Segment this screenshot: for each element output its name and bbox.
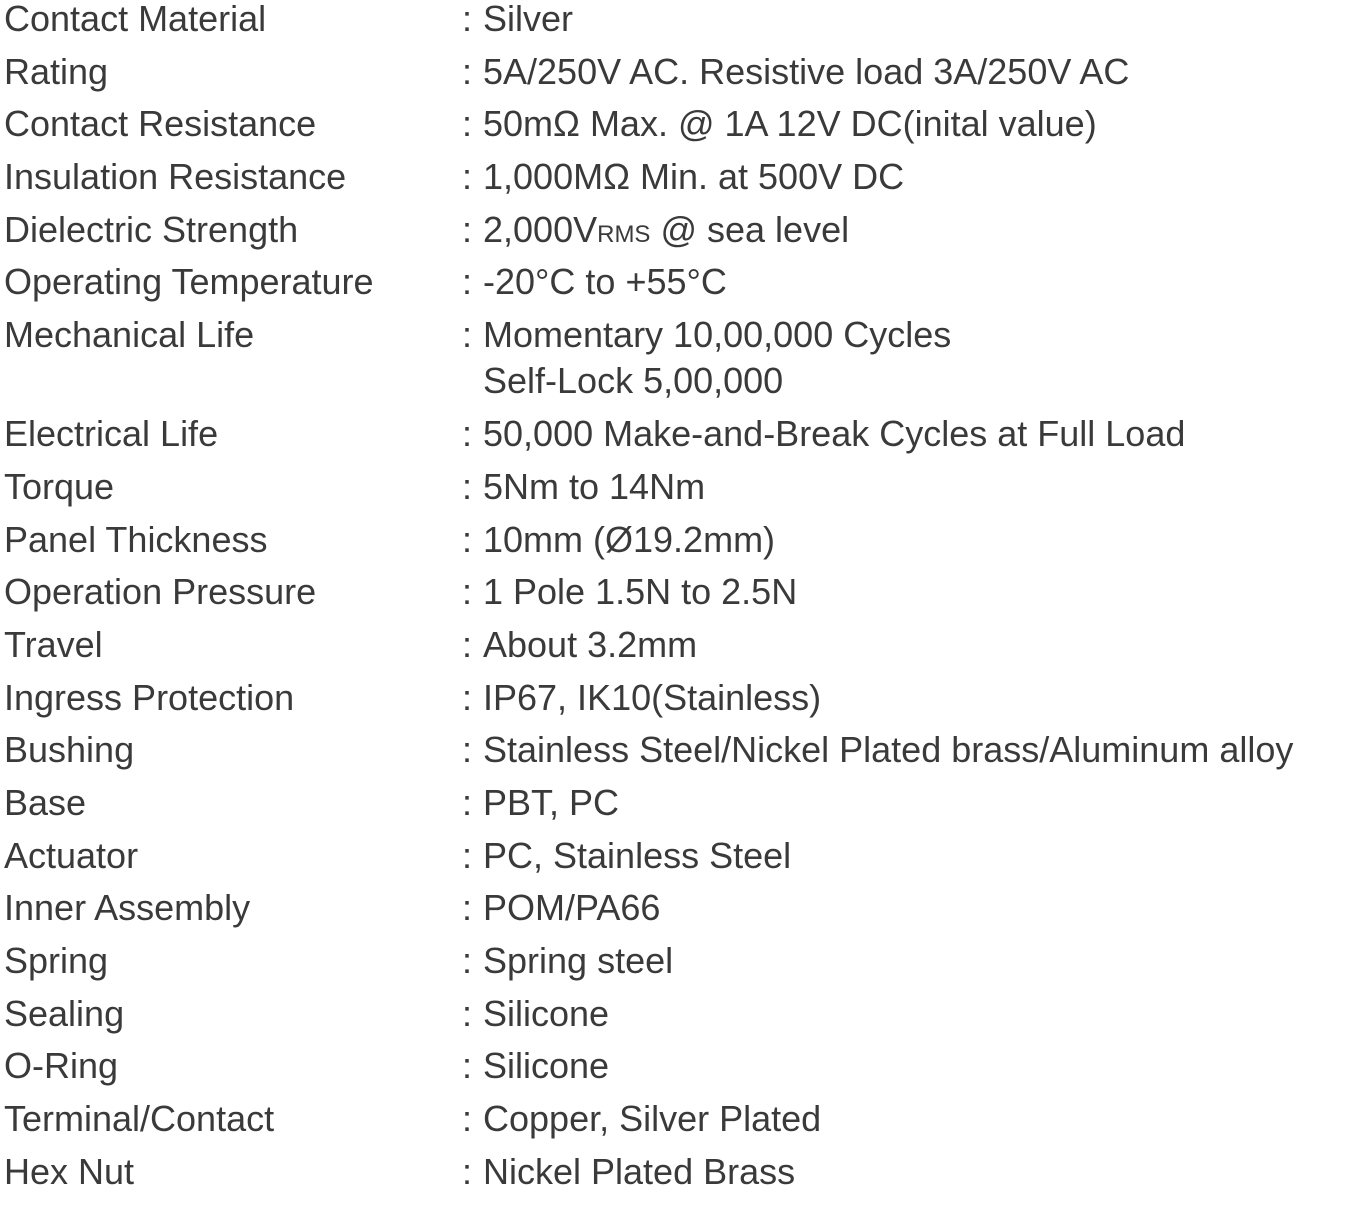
- spec-separator: :: [462, 518, 473, 560]
- spec-separator: :: [462, 156, 473, 198]
- spec-value: About 3.2mm: [483, 623, 698, 665]
- spec-separator: :: [462, 413, 473, 455]
- spec-row-rating: [4, 50, 1350, 106]
- spec-label: Ingress Protection: [4, 676, 295, 718]
- spec-separator: :: [462, 1098, 473, 1140]
- spec-row-dielectric-strength: [4, 208, 1350, 264]
- spec-separator: :: [462, 1045, 473, 1087]
- spec-value: PC, Stainless Steel: [483, 834, 792, 876]
- spec-label: Actuator: [4, 834, 139, 876]
- spec-value: 10mm (Ø19.2mm): [483, 518, 776, 560]
- spec-value: POM/PA66: [483, 887, 661, 929]
- spec-row-ingress-protection: [4, 676, 1350, 732]
- spec-label: Electrical Life: [4, 413, 219, 455]
- spec-separator: :: [462, 465, 473, 507]
- spec-label: Terminal/Contact: [4, 1098, 275, 1140]
- spec-value: Spring steel: [483, 940, 674, 981]
- spec-row-base: [4, 781, 1350, 837]
- spec-row-mechanical-life: [4, 316, 1350, 415]
- spec-label: Contact Material: [4, 0, 267, 39]
- spec-value: Silicone: [483, 1045, 610, 1087]
- spec-label: Contact Resistance: [4, 103, 317, 145]
- spec-value: [483, 208, 1350, 253]
- spec-value: Nickel Plated Brass: [483, 1150, 796, 1192]
- spec-separator: :: [462, 940, 473, 981]
- spec-separator: :: [462, 261, 473, 303]
- spec-label: Operation Pressure: [4, 571, 317, 613]
- spec-label: Sealing: [4, 992, 125, 1034]
- spec-label: Inner Assembly: [4, 887, 251, 929]
- spec-value: Silver: [483, 0, 574, 39]
- spec-row-electrical-life: [4, 415, 1350, 468]
- spec-label: Bushing: [4, 729, 135, 771]
- spec-separator: :: [462, 992, 473, 1034]
- spec-row-torque: [4, 465, 1350, 521]
- spec-value-line2: Self-Lock 5,00,000: [483, 360, 784, 402]
- spec-row-inner-assembly: [4, 889, 1350, 942]
- spec-separator: :: [462, 571, 473, 613]
- spec-row-actuator: [4, 834, 1350, 890]
- spec-value: Stainless Steel/Nickel Plated brass/Aluminum alloy: [483, 729, 1294, 771]
- spec-value-subscript: RMS: [597, 220, 651, 248]
- spec-row-operation-pressure: [4, 573, 1350, 626]
- spec-value: 50mΩ Max. @ 1A 12V DC(inital value): [483, 103, 1097, 145]
- spec-label: Insulation Resistance: [4, 156, 347, 198]
- spec-row-contact-material: [4, 0, 1350, 53]
- spec-value: PBT, PC: [483, 781, 620, 823]
- spec-separator: :: [462, 729, 473, 771]
- spec-row-bushing: [4, 731, 1350, 784]
- spec-row-hex-nut: [4, 1150, 1350, 1205]
- spec-separator: :: [462, 103, 473, 145]
- spec-value: 5A/250V AC. Resistive load 3A/250V AC: [483, 50, 1130, 92]
- spec-value: [483, 314, 1350, 402]
- spec-label: Torque: [4, 465, 115, 507]
- spec-value: Copper, Silver Plated: [483, 1098, 822, 1140]
- spec-separator: :: [462, 314, 473, 356]
- spec-value: 50,000 Make-and-Break Cycles at Full Load: [483, 413, 1186, 455]
- spec-label: Dielectric Strength: [4, 208, 299, 250]
- spec-row-o-ring: [4, 1047, 1350, 1100]
- spec-separator: :: [462, 887, 473, 929]
- spec-label: Travel: [4, 623, 103, 665]
- spec-label: Rating: [4, 50, 109, 92]
- spec-value: 5Nm to 14Nm: [483, 465, 706, 507]
- spec-row-sealing: [4, 992, 1350, 1048]
- spec-value: 1,000MΩ Min. at 500V DC: [483, 156, 905, 198]
- spec-row-spring: [4, 942, 1350, 995]
- spec-list: [4, 0, 1350, 1205]
- spec-separator: :: [462, 834, 473, 876]
- spec-label: Operating Temperature: [4, 261, 374, 303]
- spec-value: 1 Pole 1.5N to 2.5N: [483, 571, 798, 613]
- spec-row-insulation-resistance: [4, 158, 1350, 211]
- spec-label: Mechanical Life: [4, 314, 255, 356]
- spec-value: -20°C to +55°C: [483, 261, 727, 303]
- spec-separator: :: [462, 676, 473, 718]
- spec-separator: :: [462, 1150, 473, 1192]
- spec-value-main: 2,000V: [483, 208, 598, 250]
- spec-label: Base: [4, 781, 87, 823]
- spec-row-travel: [4, 623, 1350, 679]
- spec-separator: :: [462, 208, 473, 250]
- spec-value-line1: Momentary 10,00,000 Cycles: [483, 314, 952, 356]
- spec-row-operating-temperature: [4, 263, 1350, 316]
- spec-row-contact-resistance: [4, 105, 1350, 158]
- spec-separator: :: [462, 781, 473, 823]
- spec-label: Hex Nut: [4, 1150, 135, 1192]
- spec-value-suffix: @ sea level: [650, 208, 850, 250]
- spec-value: IP67, IK10(Stainless): [483, 676, 822, 718]
- spec-row-terminal-contact: [4, 1100, 1350, 1153]
- spec-separator: :: [462, 0, 473, 39]
- spec-value: Silicone: [483, 992, 610, 1034]
- spec-separator: :: [462, 623, 473, 665]
- spec-label: O-Ring: [4, 1045, 119, 1087]
- spec-label: Spring: [4, 940, 109, 981]
- spec-separator: :: [462, 50, 473, 92]
- spec-label: Panel Thickness: [4, 518, 268, 560]
- spec-row-panel-thickness: [4, 518, 1350, 574]
